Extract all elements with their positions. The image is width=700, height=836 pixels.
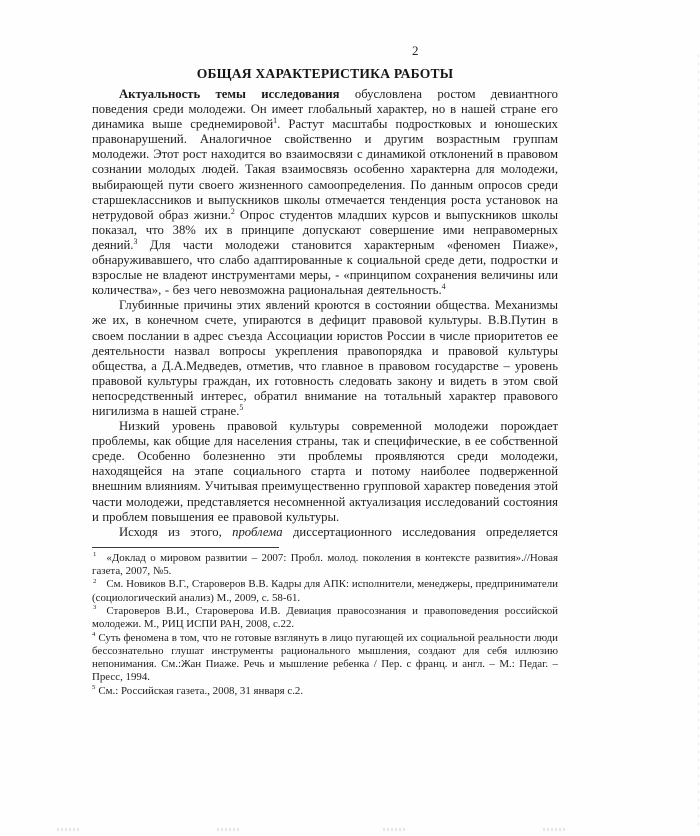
footnote-ref: 2 bbox=[230, 206, 235, 216]
scan-edge-artifact bbox=[698, 55, 699, 825]
footnote-number: 1 bbox=[93, 551, 97, 559]
text-run: Глубинные причины этих явлений кроются в состоянии общества. Механизмы же их, в конечном счете, упираются в дефицит правовой культуры. В.В.Путин в своем послании в адрес съезда Ассоциации юристов России в числе приоритетов ее деятельности назвал вопросы укрепления правопорядка и правовой культуры общества, а Д.А.Медведев, отметив, что главное в правовом государстве – уровень правовой культуры граждан, их готовность следовать закону и видеть в этом свой непосредственный интерес, обратил внимание на тотальный характер правового нигилизма в нашей стране. bbox=[92, 298, 558, 418]
footnote-ref: 5 bbox=[239, 402, 244, 412]
footnote-text: Суть феномена в том, что не готовые взглянуть в лицо пугающей их социальной реальности люди бессознательно глушат инструменты рационального мышления, создают для себя иллюзию непонимания. См.:Жан Пиаже. Речь и мышление ребенка / Пер. с франц. и англ. – М.: Педаг. – Пресс, 1994. bbox=[92, 631, 558, 684]
footnote-separator bbox=[92, 547, 279, 548]
scan-artifact bbox=[383, 828, 407, 831]
footnote-text: «Доклад о мировом развитии – 2007: Пробл. молод. поколения в контексте развития».//Новая газета, 2007, №5. bbox=[92, 551, 558, 578]
scan-artifact bbox=[217, 828, 240, 831]
footnote bbox=[92, 632, 558, 685]
footnote-number: 3 bbox=[93, 604, 97, 612]
footnote bbox=[92, 578, 558, 605]
footnote bbox=[92, 685, 558, 698]
footnote-text: Староверов В.И., Староверова И.В. Девиация правосознания и правоповедения российской молодежи. М., РИЦ ИСПИ РАН, 2008, с.22. bbox=[92, 605, 558, 631]
footnote-text: См. Новиков В.Г., Староверов В.В. Кадры для АПК: исполнители, менеджеры, предприниматели (социологический анализ) М., 2009, с. 58-61. bbox=[92, 578, 558, 604]
page-content bbox=[92, 66, 558, 698]
paragraph bbox=[92, 419, 558, 525]
paragraph bbox=[92, 87, 558, 298]
footnote bbox=[92, 605, 558, 632]
text-run: обусловлена ростом девиантного поведения среди молодежи. Он имеет глобальный характер, но в нашей стране его динамика выше среднемировой bbox=[92, 87, 558, 132]
footnote-number: 2 bbox=[93, 577, 97, 585]
footnotes-block bbox=[92, 552, 558, 698]
page-number: 2 bbox=[412, 43, 419, 58]
text-run: Опрос студентов младших курсов и выпускников школы показал, что 38% их в принципе допускают совершение ими неправомерных деяний. bbox=[92, 207, 558, 252]
paragraph bbox=[92, 298, 558, 419]
text-run: Исходя из этого, bbox=[119, 524, 233, 539]
section-title: ОБЩАЯ ХАРАКТЕРИСТИКА РАБОТЫ bbox=[196, 66, 454, 81]
text-run: Низкий уровень правовой культуры современной молодежи порождает проблемы, как общие для населения страны, так и специфические, в ее собственной среде. Особенно болезненно эти проблемы проявляются среди молодежи, находящейся на этапе социального старта и потому наиболее подверженной внешним влияниям. Учитывая преимущественно групповой характер поведения этой части молодежи, представляется несомненной актуализация исследований состояния и проблем повышения ее правовой культуры. bbox=[92, 419, 558, 524]
scan-artifact bbox=[543, 828, 567, 831]
body-text bbox=[92, 87, 558, 540]
footnote-number: 4 bbox=[92, 630, 96, 638]
footnote-text: См.: Российская газета., 2008, 31 января с.2. bbox=[98, 684, 304, 697]
text-run: Актуальность темы исследования bbox=[119, 87, 340, 101]
text-run: . Растут масштабы подростковых и юношеских правонарушений. Аналогичное свойственно и другим возрастным группам молодежи. Этот рост находится во взаимосвязи с динамикой отклонений в правовом сознании молодых людей. Такая взаимосвязь особенно характерна для молодежи, выбирающей пути своего жизненного самоопределения. По данным опросов среди старшеклассников и выпускников школы отмечается тенденция роста установок на нетрудовой образ жизни. bbox=[92, 117, 558, 222]
text-run: Для части молодежи становится характерным «феномен Пиаже», обнаруживавшего, что слабо адаптированные к социальной среде дети, подростки и взрослые не владеют инструментами меры, - «принципом сохранения величины или количества», - без чего невозможна рациональная деятельность. bbox=[92, 237, 558, 298]
scan-artifact bbox=[57, 828, 81, 831]
text-run: проблема bbox=[232, 524, 283, 539]
footnote bbox=[92, 552, 558, 579]
footnote-ref: 3 bbox=[133, 236, 138, 246]
paragraph bbox=[92, 525, 558, 540]
footnote-ref: 4 bbox=[441, 281, 446, 291]
footnote-ref: 1 bbox=[273, 115, 278, 125]
footnote-number: 5 bbox=[92, 684, 96, 692]
text-run: диссертационного исследования определяется bbox=[282, 524, 558, 539]
